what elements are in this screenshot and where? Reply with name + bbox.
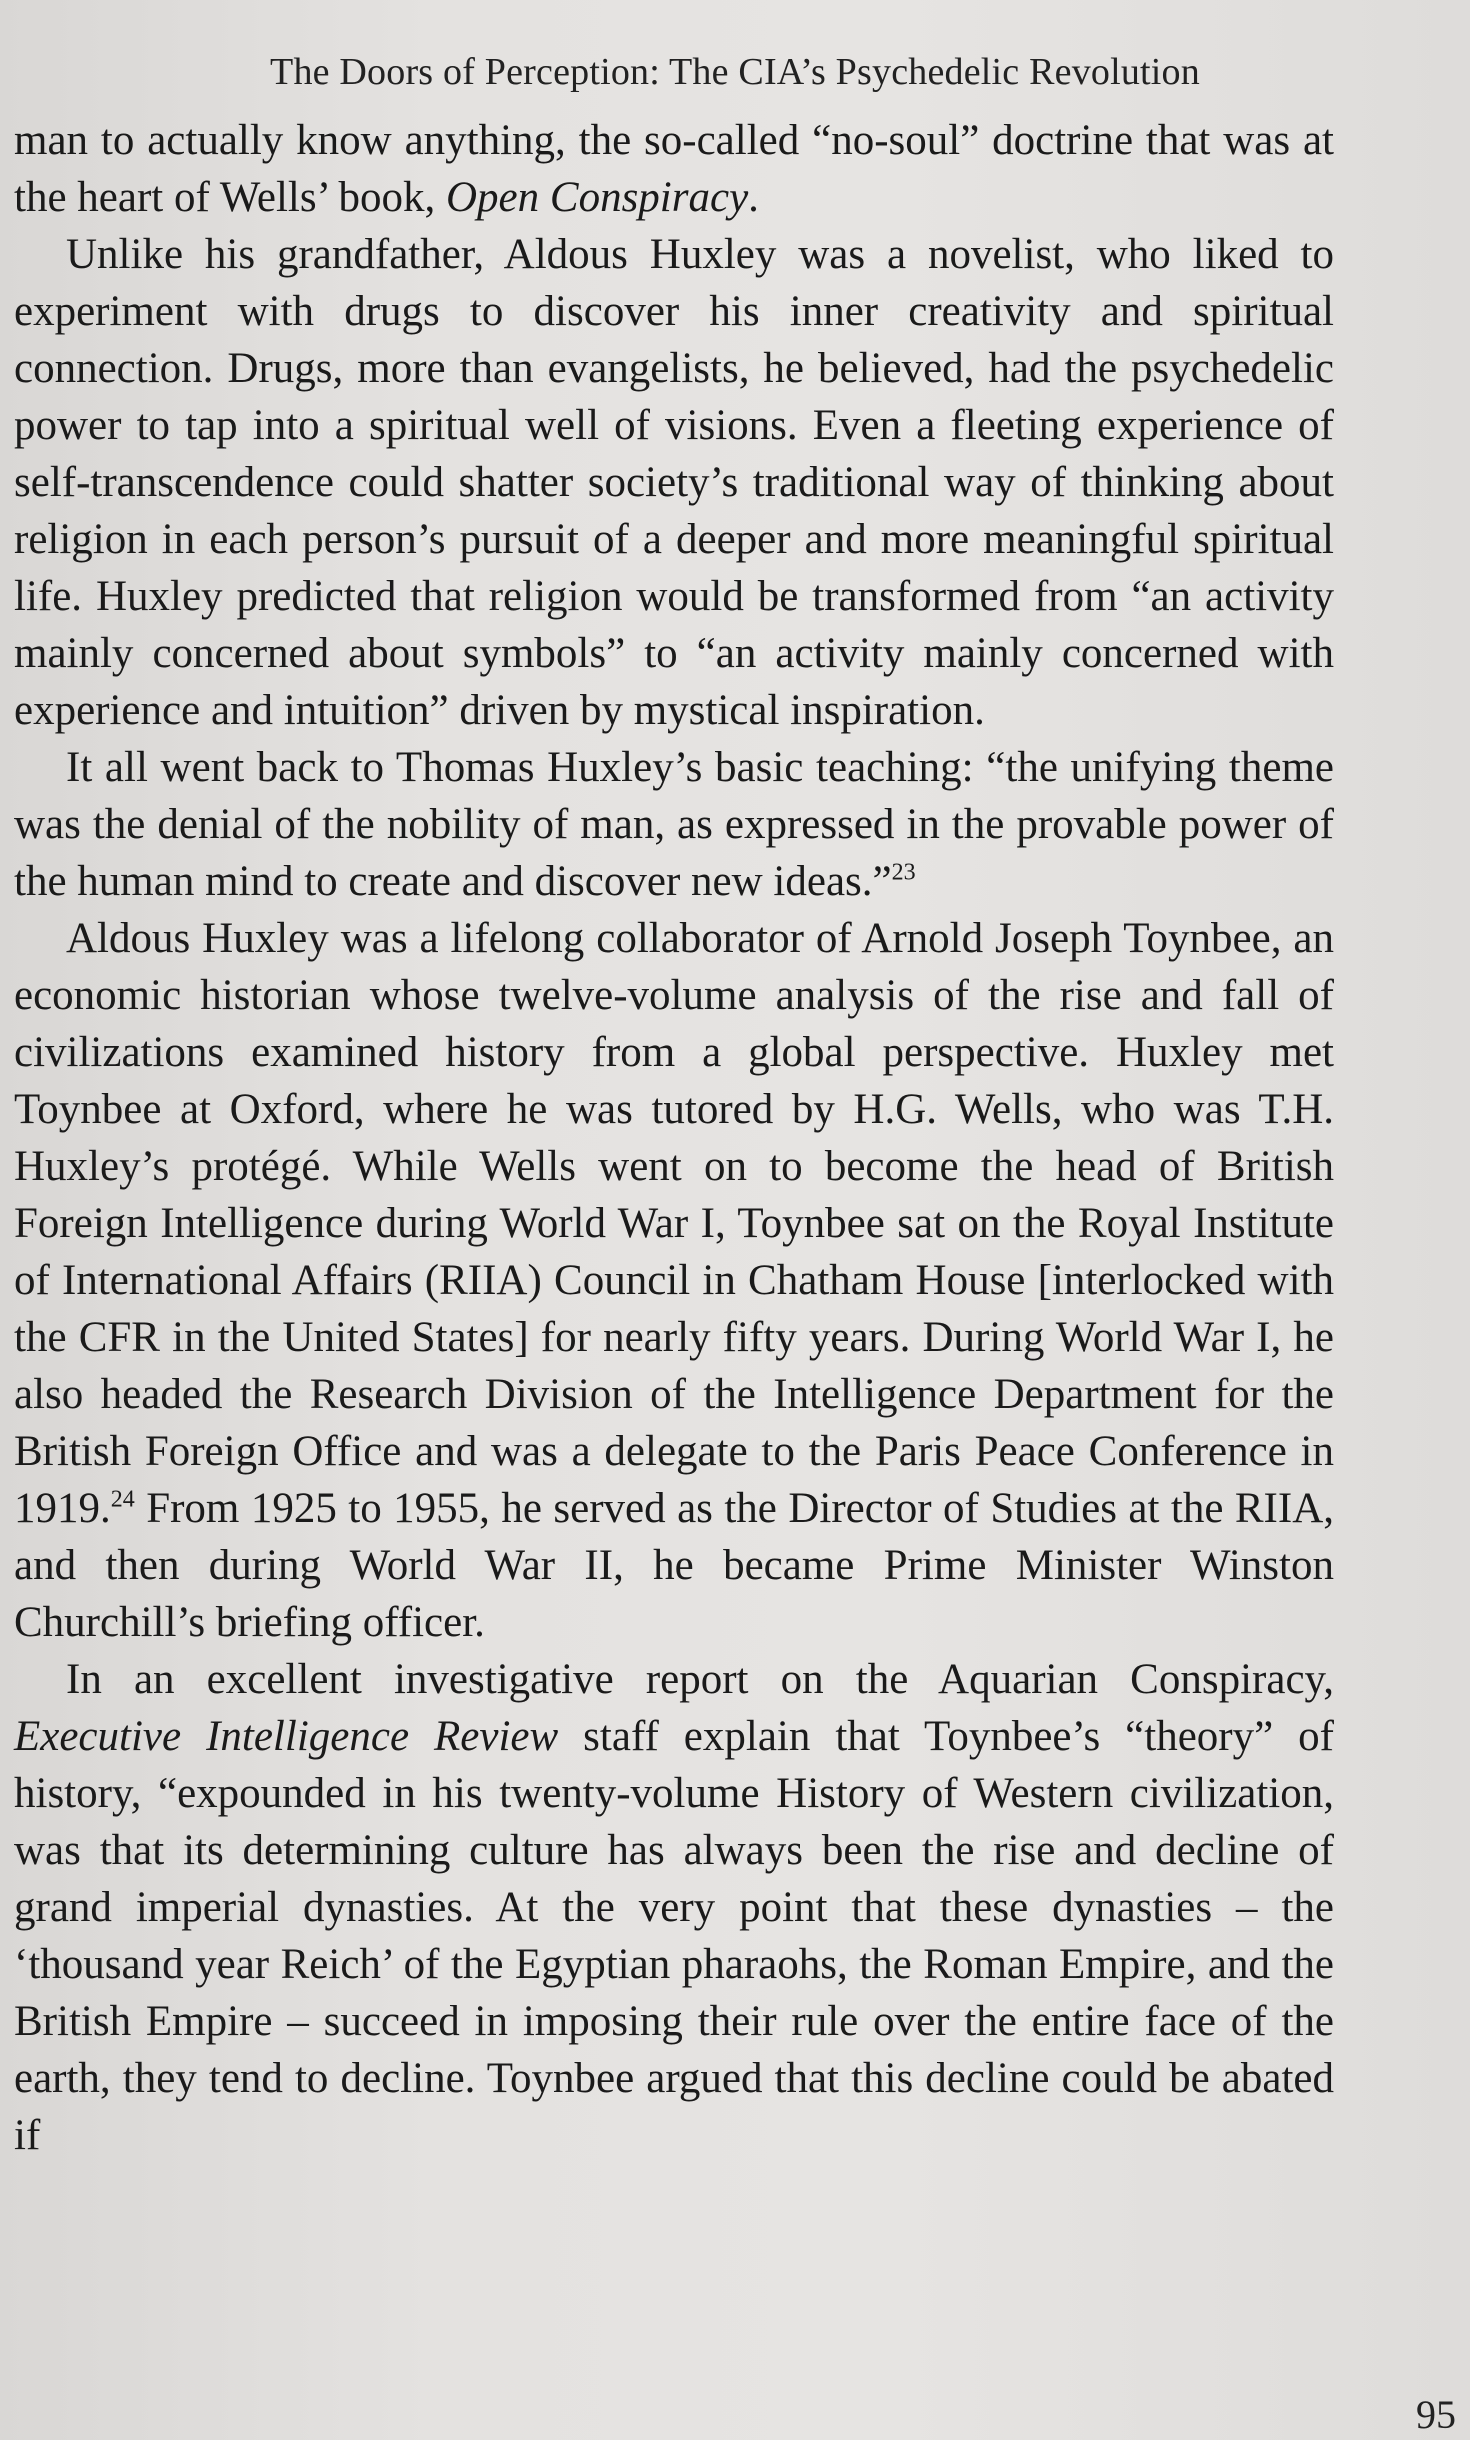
- footnote-ref-23: 23: [891, 859, 916, 886]
- paragraph-1-text-b: .: [748, 174, 759, 221]
- paragraph-4-text-b: From 1925 to 1955, he served as the Director of Studies at the RIIA, and then during World War II, he became Prime Minister Winston Churchill’s briefing officer.: [14, 1485, 1334, 1646]
- book-title-open-conspiracy: Open Conspiracy: [446, 174, 749, 221]
- publication-title-eir: Executive Intelligence Review: [14, 1713, 559, 1760]
- running-header: The Doors of Perception: The CIA’s Psychedelic Revolution: [270, 51, 1200, 93]
- page-number: 95: [1416, 2392, 1456, 2437]
- paragraph-1-text-a: man to actually know anything, the so-called “no-soul” doctrine that was at the heart of Wells’ book,: [14, 117, 1334, 221]
- paragraph-2: Unlike his grandfather, Aldous Huxley was a novelist, who liked to experiment with drugs to discover his inner creativity and spiritual connection. Drugs, more than evangelists, he believed, had the psychedelic power to tap into a spiritual well of visions. Even a fleeting experience of self-transcendence could shatter society’s traditional way of thinking about religion in each person’s pursuit of a deeper and more meaningful spiritual life. Huxley predicted that religion would be transformed from “an activity mainly concerned about symbols” to “an activity mainly concerned with experience and intuition” driven by mystical inspiration.: [14, 231, 1334, 734]
- footnote-ref-24: 24: [110, 1486, 135, 1513]
- paragraph-3-text: It all went back to Thomas Huxley’s basic teaching: “the unifying theme was the denial of the nobility of man, as expressed in the provable power of the human mind to create and discover new ideas.”: [14, 744, 1334, 905]
- body-text: [14, 112, 1334, 2164]
- paragraph-5: [14, 1651, 1334, 2164]
- paragraph-4-text-a: Aldous Huxley was a lifelong collaborator of Arnold Joseph Toynbee, an economic historian whose twelve-volume analysis of the rise and fall of civilizations examined history from a global perspective. Huxley met Toynbee at Oxford, where he was tutored by H.G. Wells, who was T.H. Huxley’s protégé. While Wells went on to become the head of British Foreign Intelligence during World War I, Toynbee sat on the Royal Institute of International Affairs (RIIA) Council in Chatham House [interlocked with the CFR in the United States] for nearly fifty years. During World War I, he also headed the Research Division of the Intelligence Department for the British Foreign Office and was a delegate to the Paris Peace Conference in 1919.: [14, 915, 1334, 1532]
- paragraph-4: [14, 910, 1334, 1651]
- paragraph-1: [14, 112, 1334, 226]
- paragraph-5-text-b: staff explain that Toynbee’s “theory” of history, “expounded in his twenty-volume History of Western civilization, was that its determining culture has always been the rise and decline of grand imperial dynasties. At the very point that these dynasties – the ‘thousand year Reich’ of the Egyptian pharaohs, the Roman Empire, and the British Empire – succeed in imposing their rule over the entire face of the earth, they tend to decline. Toynbee argued that this decline could be abated if: [14, 1713, 1335, 2159]
- paragraph-3: [14, 739, 1334, 910]
- paragraph-5-text-a: In an excellent investigative report on the Aquarian Conspiracy,: [66, 1656, 1334, 1703]
